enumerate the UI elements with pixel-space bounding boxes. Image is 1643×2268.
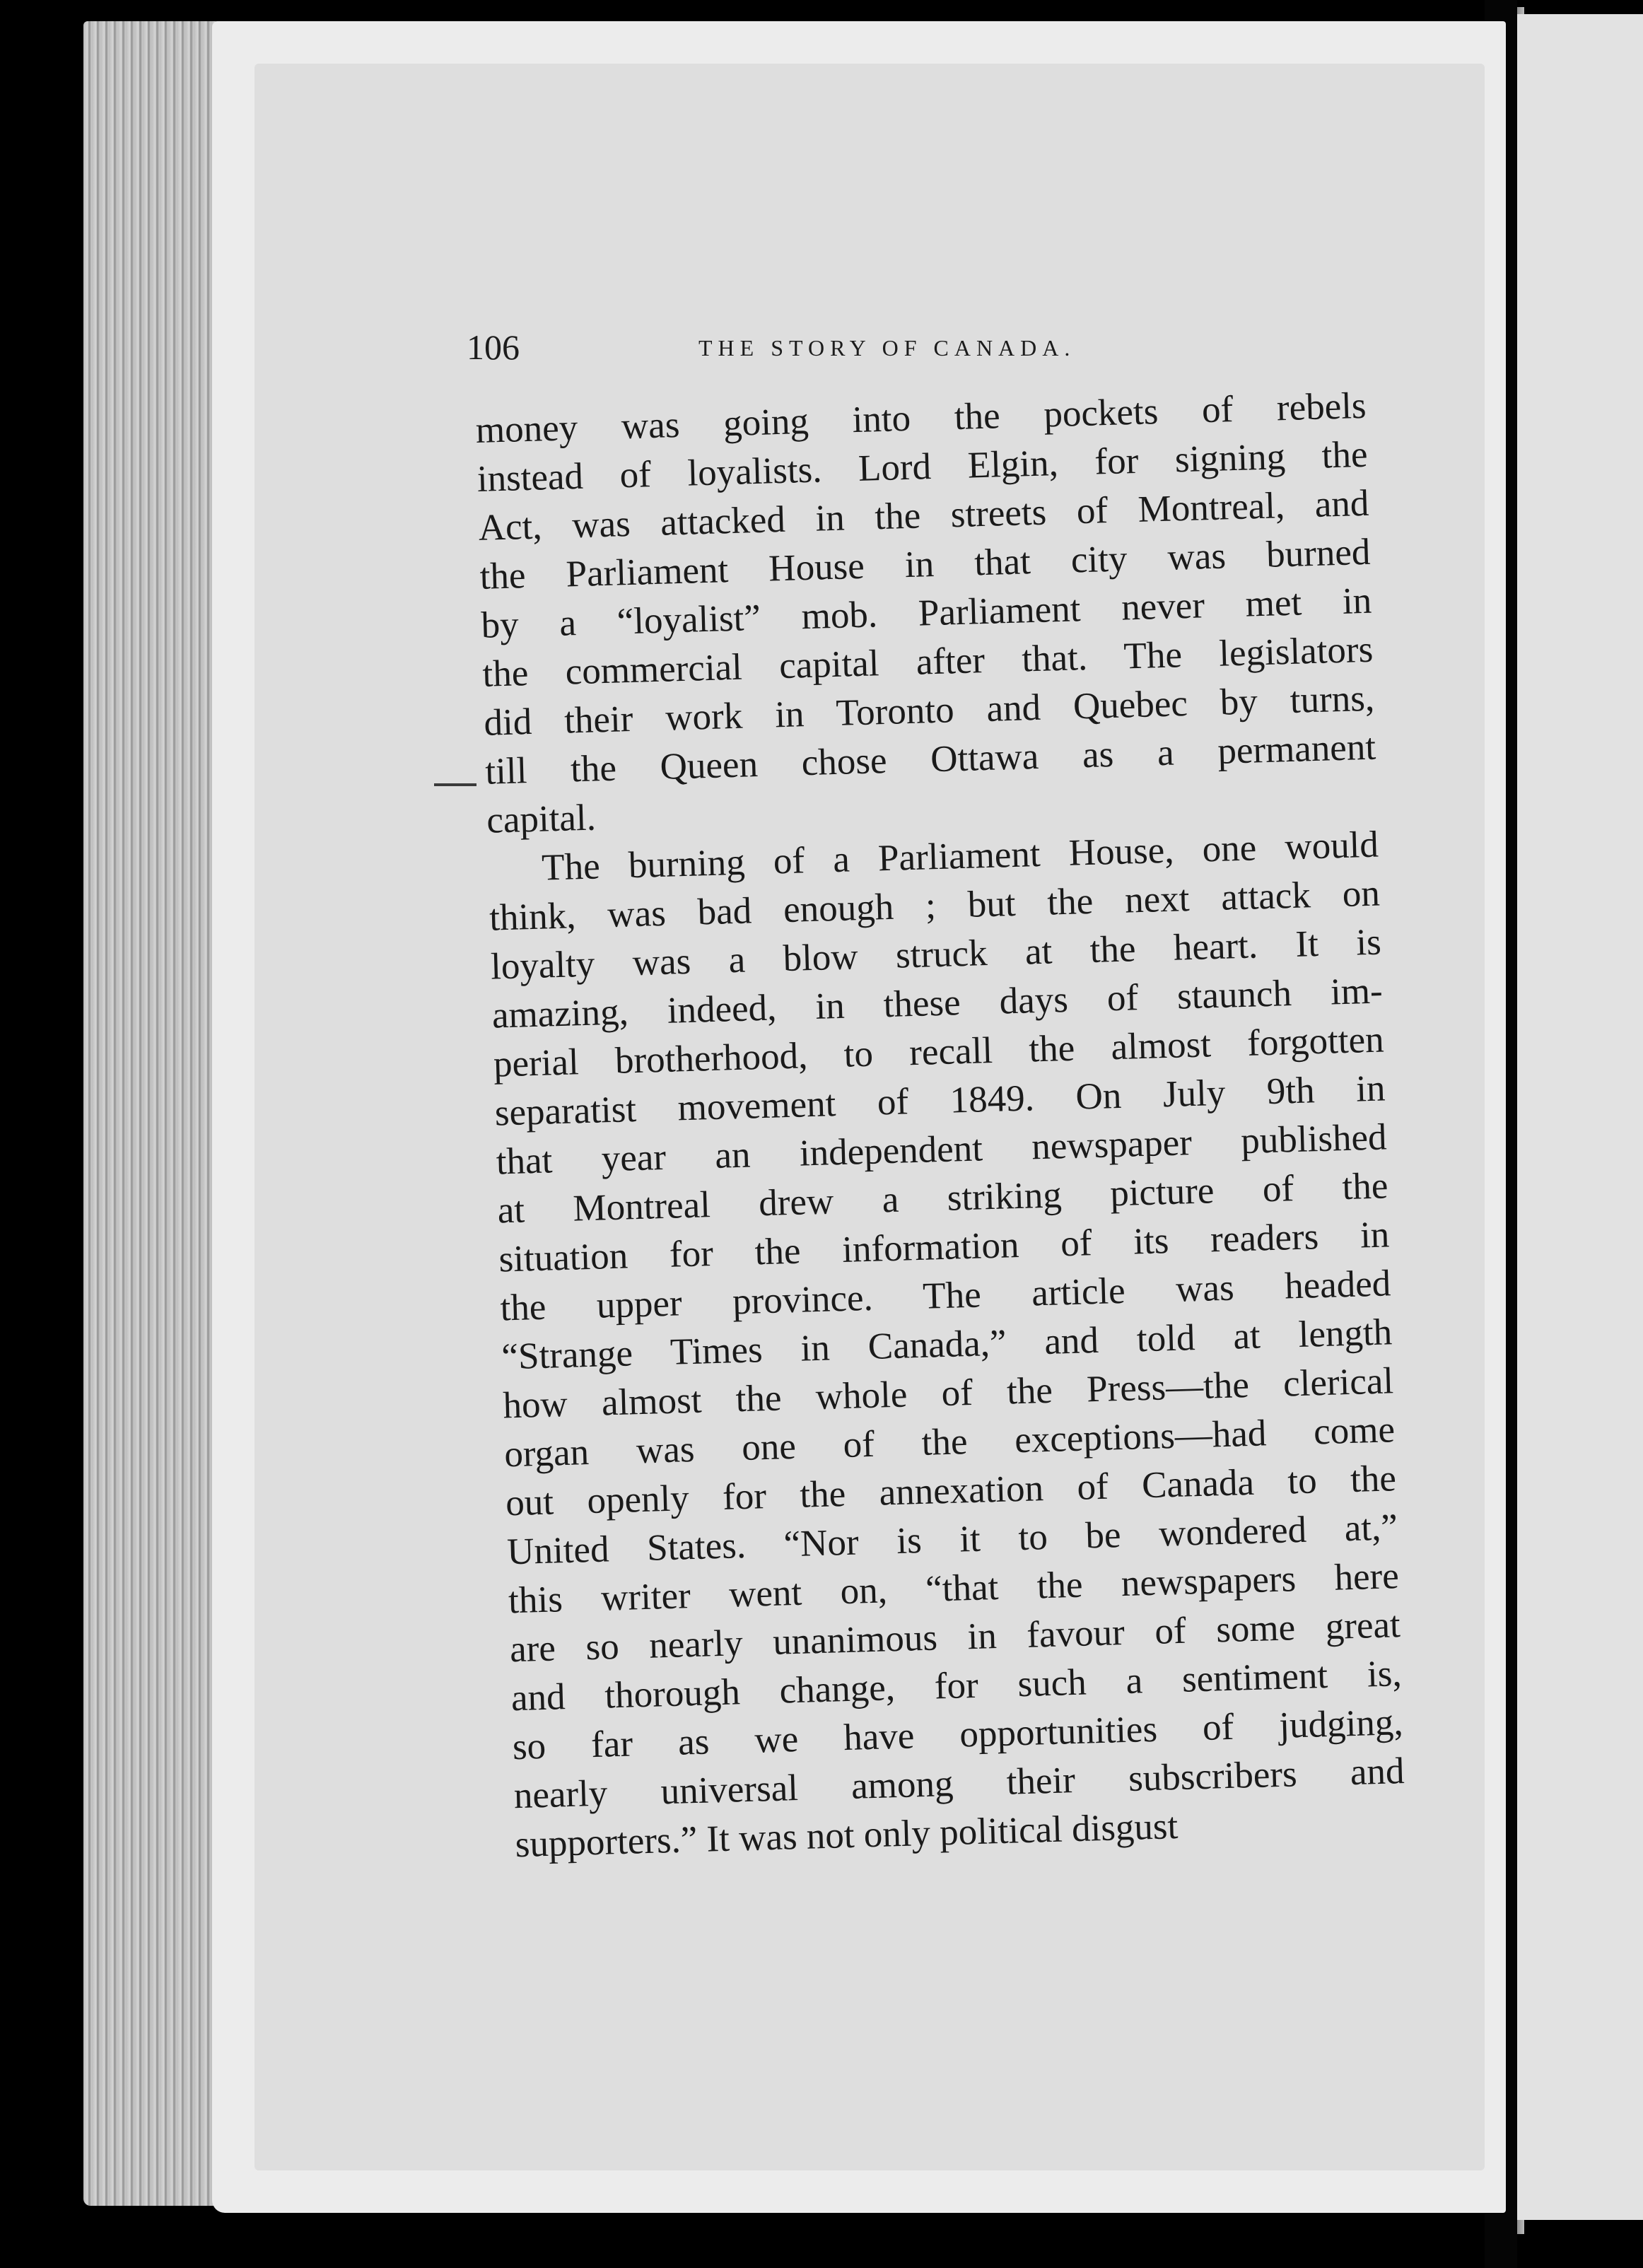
text-line: the upper province. The article was headed bbox=[499, 1263, 1391, 1329]
text-line: amazing, indeed, in these days of staunch im- bbox=[491, 970, 1384, 1036]
running-title: THE STORY OF CANADA. bbox=[698, 335, 1076, 361]
text-line: perial brotherhood, to recall the almost forgotten bbox=[493, 1019, 1385, 1085]
text-line: instead of loyalists. Lord Elgin, for signing the bbox=[476, 433, 1369, 500]
text-line: separatist movement of 1849. On July 9th in bbox=[494, 1068, 1386, 1134]
text-line: Act, was attacked in the streets of Montreal, and bbox=[477, 482, 1370, 549]
text-line: The burning of a Parliament House, one would bbox=[541, 824, 1379, 889]
text-line: did their work in Toronto and Quebec by turns, bbox=[483, 677, 1375, 744]
text-line: United States. “Nor is it to be wondered at,” bbox=[506, 1507, 1398, 1573]
text-line: how almost the whole of the Press—the clerical bbox=[502, 1360, 1394, 1427]
text-line: and thorough change, for such a sentiment is, bbox=[510, 1653, 1403, 1719]
text-line: organ was one of the exceptions—had come bbox=[503, 1409, 1396, 1475]
text-line: this writer went on, “that the newspapers here bbox=[508, 1555, 1400, 1622]
text-line: situation for the information of its readers in bbox=[498, 1214, 1391, 1280]
text-line: capital. bbox=[486, 797, 597, 841]
text-line: supporters.” It was not only political disgust bbox=[515, 1806, 1179, 1866]
text-line: out openly for the annexation of Canada to the bbox=[505, 1458, 1397, 1524]
text-line: loyalty was a blow struck at the heart. It is bbox=[490, 921, 1382, 988]
text-line: till the Queen chose Ottawa as a permanent bbox=[484, 726, 1376, 793]
margin-mark bbox=[434, 783, 476, 786]
text-line: by a “loyalist” mob. Parliament never met in bbox=[480, 580, 1372, 646]
text-line: money was going into the pockets of rebels bbox=[475, 385, 1367, 451]
text-line: the Parliament House in that city was burned bbox=[479, 531, 1372, 597]
page-header bbox=[467, 327, 1103, 376]
facing-page-strip bbox=[1517, 14, 1643, 2220]
text-line: the commercial capital after that. The legislators bbox=[481, 629, 1374, 695]
text-line: so far as we have opportunities of judging, bbox=[512, 1702, 1404, 1768]
text-line: at Montreal drew a striking picture of the bbox=[496, 1165, 1389, 1232]
text-line: “Strange Times in Canada,” and told at length bbox=[501, 1311, 1393, 1378]
page-number: 106 bbox=[467, 327, 520, 367]
text-line: think, was bad enough ; but the next attack on bbox=[489, 872, 1381, 939]
text-line: that year an independent newspaper published bbox=[496, 1116, 1388, 1183]
text-line: are so nearly unanimous in favour of some great bbox=[509, 1604, 1401, 1671]
body-text bbox=[475, 382, 1406, 1869]
text-line: nearly universal among their subscribers and bbox=[513, 1750, 1405, 1817]
